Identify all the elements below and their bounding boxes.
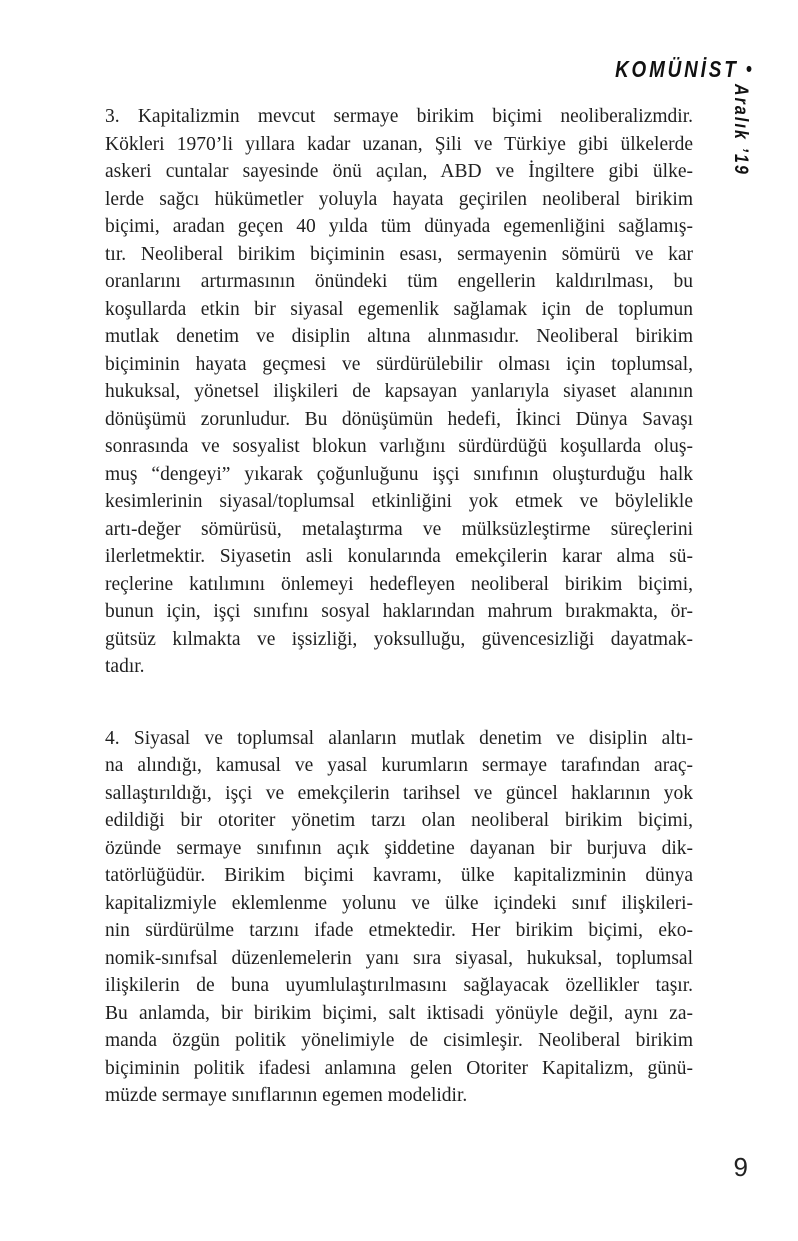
text-line: tadır. [105,656,145,677]
text-line: bunun için, işçi sınıfını sosyal haklarından mahrum bırakmakta, ör- [105,601,693,622]
text-line: sallaştırıldığı, işçi ve emekçilerin tarihsel ve güncel haklarının yok [105,782,693,804]
text-line: muş “dengeyi” yıkarak çoğunluğunu işçi sınıfının oluşturduğu halk [105,463,693,485]
text-line: koşullarda etkin bir siyasal egemenlik sağlamak için de toplumun [105,298,693,320]
issue-label: Aralık ’19 [730,84,751,176]
text-line: ilerletmektir. Siyasetin asli konularında emekçilerin karar alma sü- [105,546,693,567]
text-line: ilişkilerin de buna uyumlulaştırılmasını sağlayacak özellikler taşır. [105,975,693,996]
text-line: kesimlerinin siyasal/toplumsal etkinliğini yok etmek ve böylelikle [105,491,693,512]
text-line: reçlerine katılımını önlemeyi hedefleyen neoliberal birikim biçimi, [105,573,693,595]
text-line: biçiminin politik ifadesi anlamına gelen Otoriter Kapitalizm, günü- [105,1057,693,1079]
bullet-icon: • [745,58,752,81]
page-header [615,56,752,83]
text-line: biçimi, aradan geçen 40 yılda tüm dünyada egemenliğini sağlamış- [105,216,693,237]
text-line: na alındığı, kamusal ve yasal kurumların sermaye tarafından araç- [105,755,693,776]
text-line: müzde sermaye sınıflarının egemen modelidir. [105,1085,468,1106]
page-number: 9 [733,1152,748,1182]
text-line: manda özgün politik yönelimiyle de cisimleşir. Neoliberal birikim [105,1030,693,1051]
text-line: Bu anlamda, bir birikim biçimi, salt iktisadi yönüyle değil, aynı za- [105,1002,693,1024]
text-line: gütsüz kılmakta ve işsizliği, yoksulluğu, güvencesizliği dayatmak- [105,628,693,650]
text-line: nomik-sınıfsal düzenlemelerin yanı sıra siyasal, hukuksal, toplumsal [105,947,693,969]
body-text [105,103,693,1110]
text-line: oranlarını artırmasının önündeki tüm engellerin kaldırılması, bu [105,271,693,292]
paragraph-4 [105,725,693,1110]
text-line: Kökleri 1970’li yıllara kadar uzanan, Şili ve Türkiye gibi ülkelerde [105,133,693,155]
text-line: lerde sağcı hükümetler yoluyla hayata geçirilen neoliberal birikim [105,188,693,210]
journal-title: KOMÜNİST [615,56,739,82]
text-line: hukuksal, yönetsel ilişkileri de kapsayan yanlarıyla siyaset alanının [105,381,693,402]
text-line: 3. Kapitalizmin mevcut sermaye birikim biçimi neoliberalizmdir. [105,106,693,127]
text-line: tır. Neoliberal birikim biçiminin esası, sermayenin sömürü ve kar [105,243,693,265]
text-line: nin sürdürülme tarzını ifade etmektedir. Her birikim biçimi, eko- [105,920,693,941]
paragraph-3 [105,103,693,681]
text-line: artı-değer sömürüsü, metalaştırma ve mülksüzleştirme süreçlerini [105,518,693,540]
text-line: biçiminin hayata geçmesi ve sürdürülebilir olması için toplumsal, [105,353,693,375]
text-line: dönüşümü zorunludur. Bu dönüşümün hedefi, İkinci Dünya Savaşı [105,408,693,430]
text-line: kapitalizmiyle eklemlenme yolunu ve ülke içindeki sınıf ilişkileri- [105,892,693,914]
text-line: mutlak denetim ve disiplin altına alınmasıdır. Neoliberal birikim [105,326,693,347]
text-line: özünde sermaye sınıfının açık şiddetine dayanan bir burjuva dik- [105,837,693,859]
text-line: tatörlüğüdür. Birikim biçimi kavramı, ülke kapitalizminin dünya [105,865,693,886]
text-line: 4. Siyasal ve toplumsal alanların mutlak denetim ve disiplin altı- [105,727,693,749]
text-line: sonrasında ve sosyalist blokun varlığını sürdürdüğü koşullarda oluş- [105,436,693,457]
text-line: askeri cuntalar sayesinde önü açılan, ABD ve İngiltere gibi ülke- [105,161,693,182]
text-line: edildiği bir otoriter yönetim tarzı olan neoliberal birikim biçimi, [105,810,693,831]
